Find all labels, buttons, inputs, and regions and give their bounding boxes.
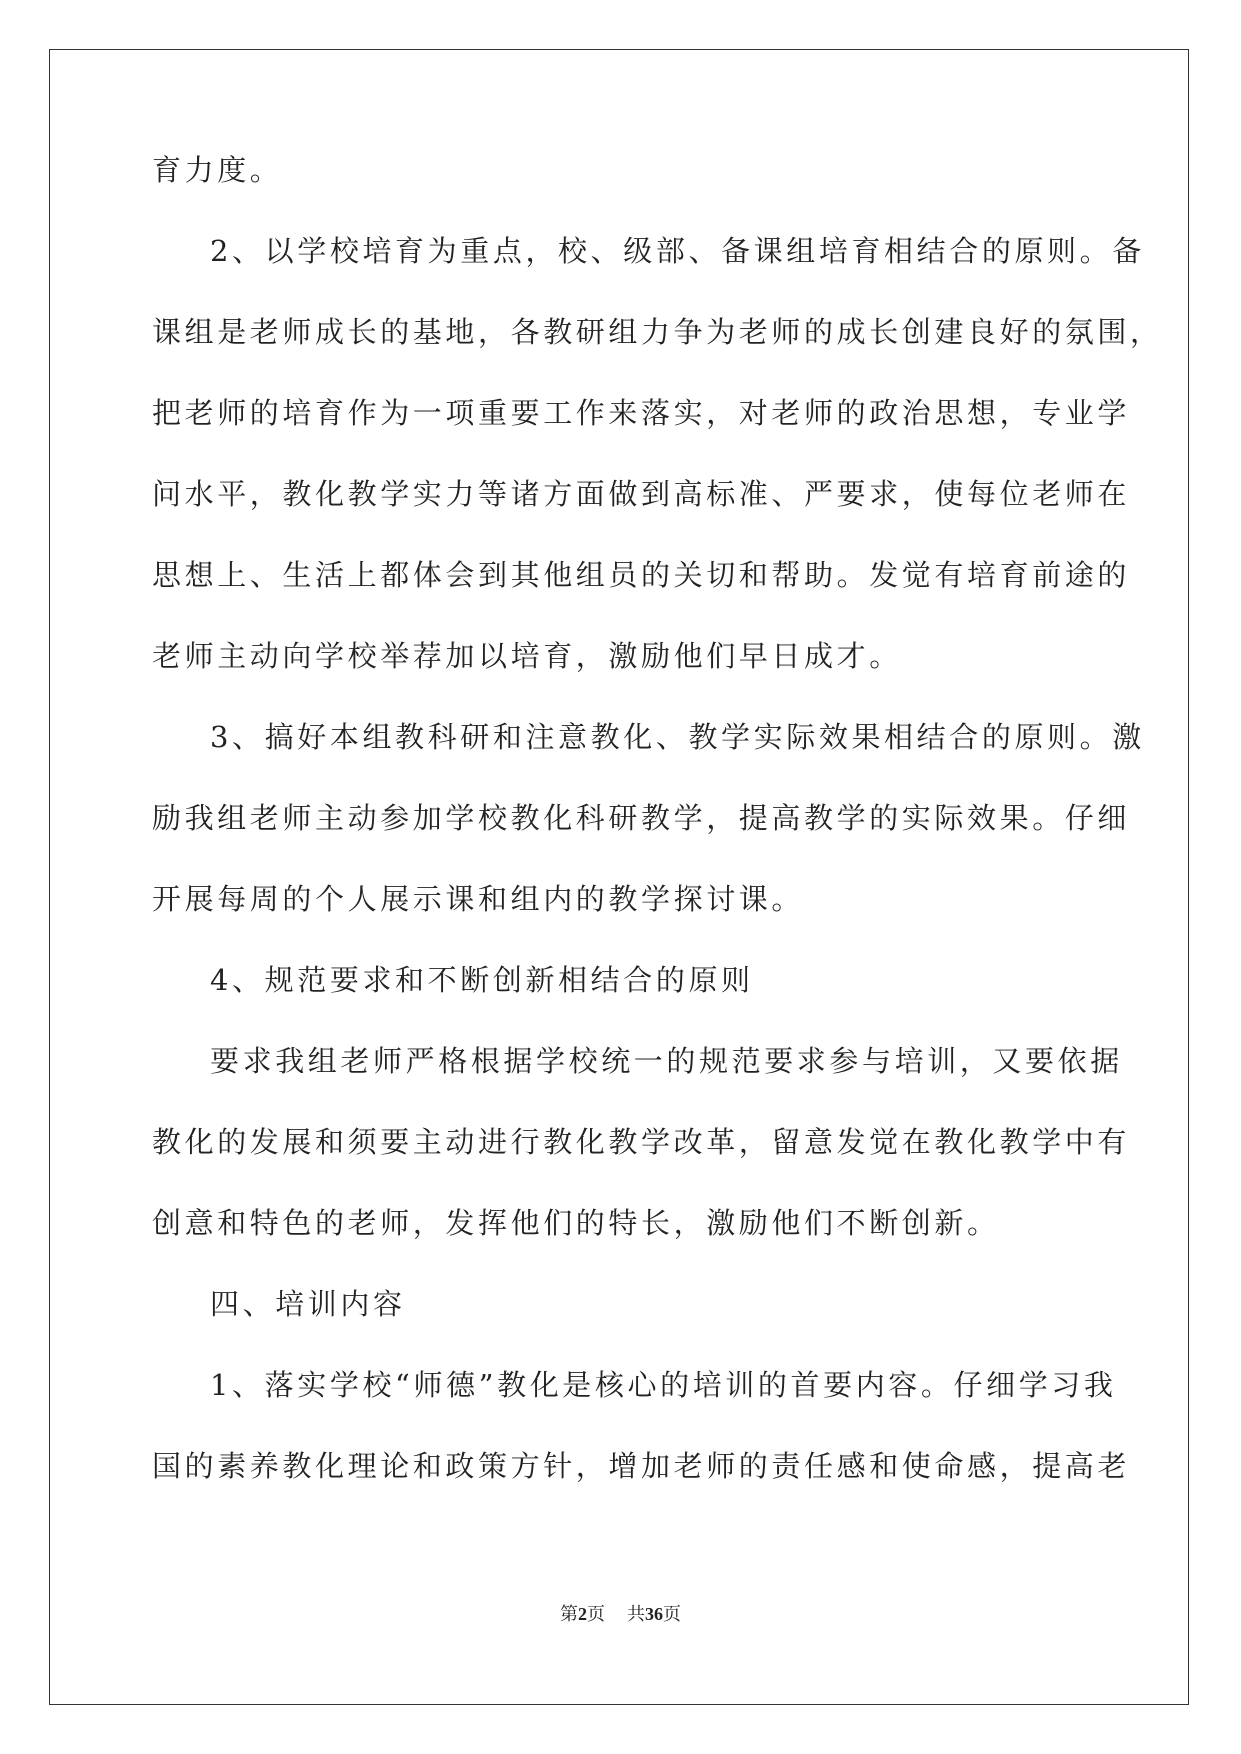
text-line: 开展每周的个人展示课和组内的教学探讨课。 xyxy=(152,882,805,916)
total-page-number: 36 xyxy=(645,1604,663,1624)
paragraph-start-line: 2、以学校培育为重点，校、级部、备课组培育相结合的原则。备 xyxy=(210,234,1145,268)
section-heading: 四、培训内容 xyxy=(210,1287,406,1321)
text-line: 问水平，教化教学实力等诸方面做到高标准、严要求，使每位老师在 xyxy=(152,477,1131,511)
text-line: 思想上、生活上都体会到其他组员的关切和帮助。发觉有培育前途的 xyxy=(152,558,1131,592)
page-suffix: 页 xyxy=(587,1604,605,1624)
text-line: 育力度。 xyxy=(152,153,283,187)
text-line: 国的素养教化理论和政策方针，增加老师的责任感和使命感，提高老 xyxy=(152,1449,1131,1483)
current-page-number: 2 xyxy=(578,1604,587,1624)
section-heading: 4、规范要求和不断创新相结合的原则 xyxy=(210,963,754,997)
paragraph-start-line: 1、落实学校“师德”教化是核心的培训的首要内容。仔细学习我 xyxy=(210,1368,1117,1402)
text-line: 创意和特色的老师，发挥他们的特长，激励他们不断创新。 xyxy=(152,1206,1000,1240)
text-line: 励我组老师主动参加学校教化科研教学，提高教学的实际效果。仔细 xyxy=(152,801,1131,835)
total-prefix: 共 xyxy=(627,1604,645,1624)
paragraph-start-line: 要求我组老师严格根据学校统一的规范要求参与培训，又要依据 xyxy=(210,1044,1123,1078)
paragraph-start-line: 3、搞好本组教科研和注意教化、教学实际效果相结合的原则。激 xyxy=(210,720,1145,754)
page-footer xyxy=(0,1600,1241,1626)
total-suffix: 页 xyxy=(663,1604,681,1624)
page-prefix: 第 xyxy=(560,1604,578,1624)
text-line: 老师主动向学校举荐加以培育，激励他们早日成才。 xyxy=(152,639,902,673)
text-line: 课组是老师成长的基地，各教研组力争为老师的成长创建良好的氛围， xyxy=(152,315,1163,349)
text-line: 把老师的培育作为一项重要工作来落实，对老师的政治思想，专业学 xyxy=(152,396,1131,430)
text-line: 教化的发展和须要主动进行教化教学改革，留意发觉在教化教学中有 xyxy=(152,1125,1131,1159)
